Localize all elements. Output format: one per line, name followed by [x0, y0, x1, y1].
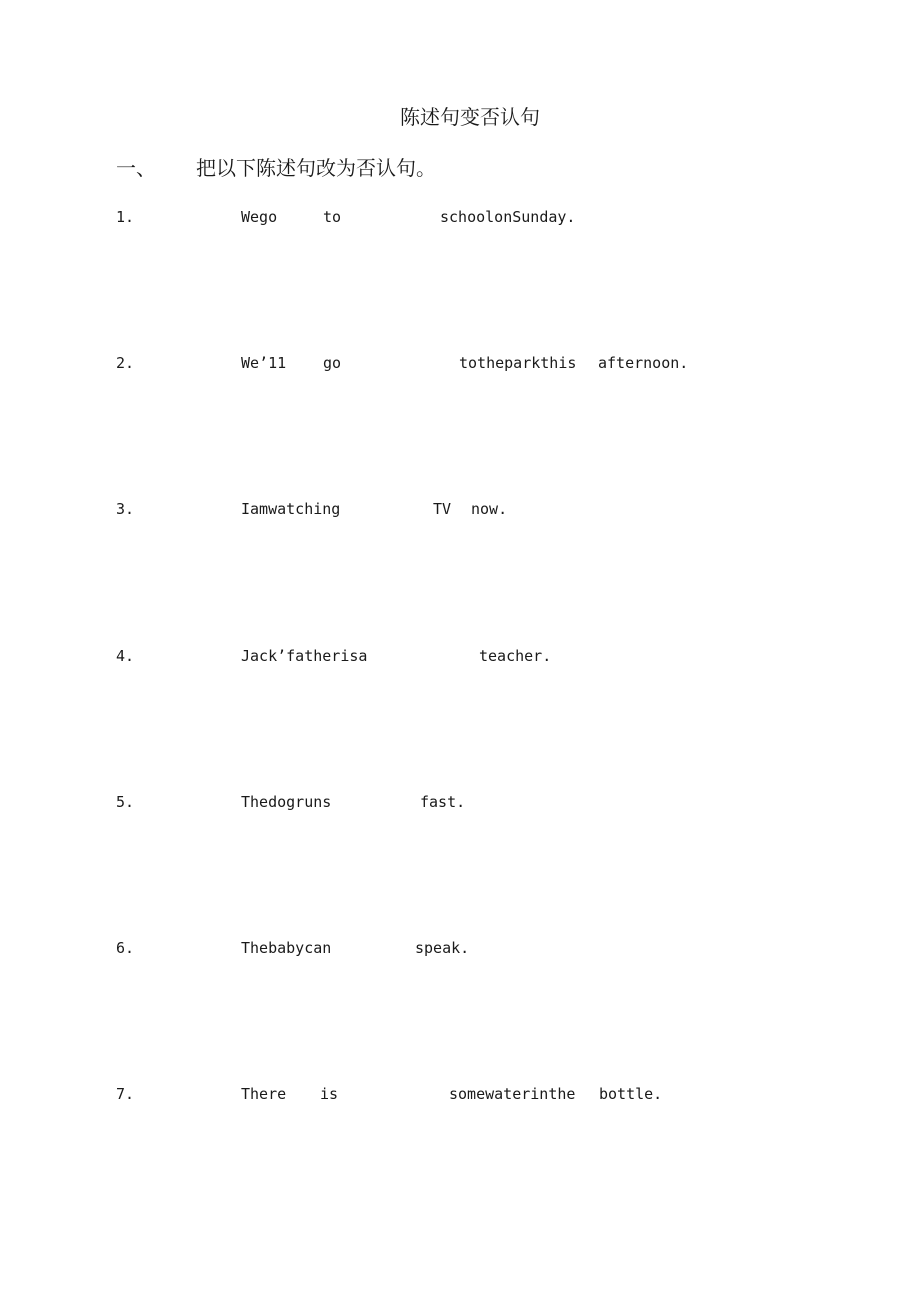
question-number: 4. [116, 647, 135, 665]
question-3 [0, 497, 920, 521]
question-word: speak. [415, 939, 470, 957]
question-word: now. [471, 500, 508, 518]
question-7 [0, 1082, 920, 1106]
question-word: Jack’fatherisa [241, 647, 368, 665]
question-word: Thebabycan [241, 939, 332, 957]
question-word: Wego [241, 208, 278, 226]
question-word: bottle. [599, 1085, 663, 1103]
question-word: Iamwatching [241, 500, 341, 518]
page-title: 陈述句变否认句 [400, 105, 540, 129]
question-number: 1. [116, 208, 135, 226]
question-word: Thedogruns [241, 793, 332, 811]
question-2 [0, 351, 920, 375]
question-word: go [323, 354, 342, 372]
question-1 [0, 205, 920, 229]
question-word: to [323, 208, 342, 226]
section-instruction: 把以下陈述句改为否认句。 [196, 156, 436, 180]
question-word: TV [433, 500, 452, 518]
question-number: 5. [116, 793, 135, 811]
question-number: 6. [116, 939, 135, 957]
question-4 [0, 644, 920, 668]
question-word: fast. [420, 793, 466, 811]
question-word: totheparkthis [459, 354, 577, 372]
question-word: We’11 [241, 354, 287, 372]
question-number: 2. [116, 354, 135, 372]
question-number: 3. [116, 500, 135, 518]
question-word: is [320, 1085, 339, 1103]
question-6 [0, 936, 920, 960]
question-number: 7. [116, 1085, 135, 1103]
question-word: teacher. [479, 647, 552, 665]
question-word: schoolonSunday. [440, 208, 576, 226]
section-number: 一、 [116, 156, 156, 180]
question-word: somewaterinthe [449, 1085, 576, 1103]
question-5 [0, 790, 920, 814]
question-word: There [241, 1085, 287, 1103]
question-word: afternoon. [598, 354, 689, 372]
